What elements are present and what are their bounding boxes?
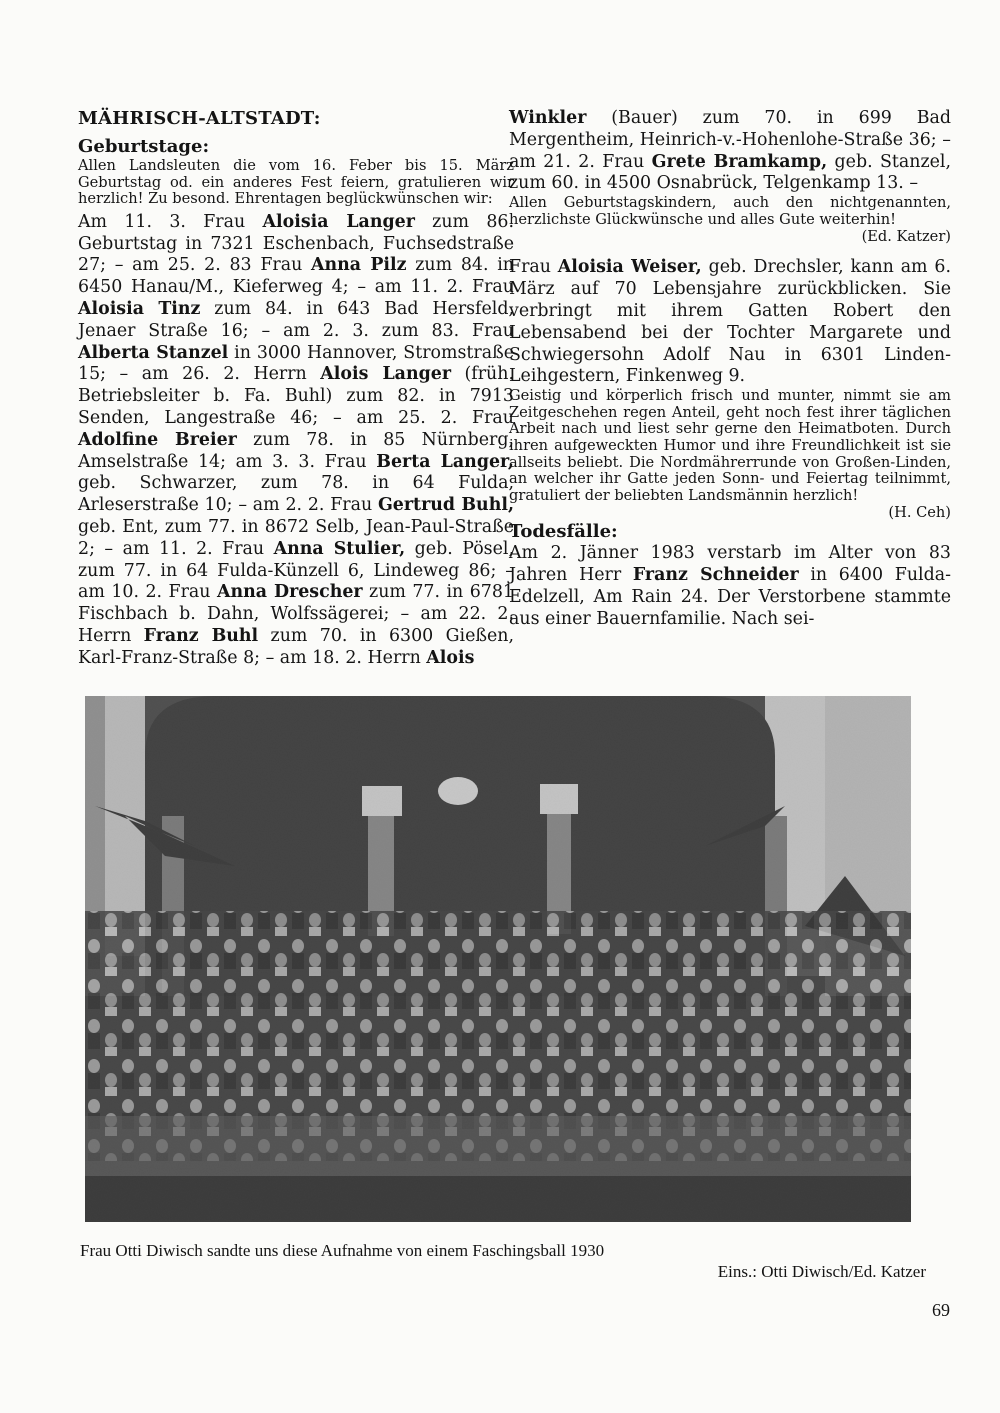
right-column (509, 108, 951, 631)
closing-wish: Allen Geburtstagskindern, auch den nichtgenannten, herzlichste Glückwünsche und alles Gute weiterhin! (509, 194, 951, 228)
photo-caption: Frau Otti Diwisch sandte uns diese Aufnahme von einem Faschingsball 1930 (80, 1241, 605, 1260)
person-name: Winkler (509, 108, 587, 128)
entry-text: zum 70. in 6300 Gießen, Karl-Franz-Straße 8; – am 18. 2. Herrn (78, 625, 514, 668)
person-name: Alois (426, 647, 475, 668)
person-name: Grete Bramkamp, (651, 151, 828, 172)
entry-text: (früh. Betriebsleiter b. Fa. Buhl) zum 82. in 7913 Senden, Langestraße 46; – am 25. 2. Frau (78, 364, 514, 428)
weiser-article (509, 257, 951, 388)
entry-text: Frau (509, 257, 558, 278)
entry-text: (Bauer) zum 70. in 699 Bad Mergentheim, Heinrich-v.-Hohenlohe-Straße 36; – am 21. 2. Frau (509, 108, 951, 172)
person-name: Alberta Stanzel (78, 342, 229, 363)
birthdays-continuation (509, 108, 951, 195)
entry-text: zum 84. in 6450 Hanau/M., Kieferweg 4; – am 11. 2. Frau (78, 255, 514, 298)
photo-credit: Eins.: Otti Diwisch/Ed. Katzer (717, 1262, 926, 1281)
entry-text: zum 78. in 85 Nürnberg, Amselstraße 14; am 3. 3. Frau (78, 429, 514, 472)
page-number: 69 (932, 1300, 950, 1320)
birthdays-heading: Geburtstage: (78, 136, 210, 157)
death-notice (509, 543, 951, 630)
entry-text: zum 84. in 643 Bad Hersfeld, Jenaer Straße 16; – am 2. 3. zum 83. Frau (78, 298, 515, 341)
entry-text: zum 77. in 6781 Fischbach b. Dahn, Wolfssägerei; – am 22. 2. Herrn (78, 582, 514, 646)
person-name: Berta Langer, (376, 451, 514, 472)
entry-text: Am 11. 3. Frau (78, 211, 263, 232)
entry-text: geb. Schwarzer, zum 78. in 64 Fulda, Arleserstraße 10; – am 2. 2. Frau (78, 473, 514, 516)
entry-text: geb. Pösel, zum 77. in 64 Fulda-Künzell 6, Lindeweg 86; – am 10. 2. Frau (78, 538, 514, 603)
photo-illustration (85, 696, 911, 1222)
person-name: Anna Stulier, (273, 538, 406, 559)
signature-katzer: (Ed. Katzer) (861, 228, 951, 246)
entry-text: in 6400 Fulda-Edelzell, Am Rain 24. Der Verstorbene stammte aus einer Bauernfamilie. Nach sei- (509, 565, 951, 629)
person-name: Aloisia Langer (262, 211, 415, 232)
section-title: MÄHRISCH-ALTSTADT: (78, 108, 321, 129)
entry-text: Am 2. Jänner 1983 verstarb im Alter von 83 Jahren Herr (509, 543, 951, 586)
person-name: Gertrud Buhl, (377, 495, 514, 516)
person-name: Anna Drescher (216, 582, 363, 603)
person-name: Franz Schneider (632, 565, 799, 586)
entry-text: geb. Ent, zum 77. in 8672 Selb, Jean-Paul-Straße 2; – am 11. 2. Frau (78, 516, 514, 559)
group-photo (85, 696, 911, 1222)
entry-text: in 3000 Hannover, Stromstraße 15; – am 26. 2. Herrn (78, 342, 514, 385)
left-column (78, 108, 514, 670)
person-name: Aloisia Tinz (78, 298, 201, 319)
film-grain (85, 696, 911, 1222)
weiser-detail: Geistig und körperlich frisch und munter, nimmt sie am Zeitgeschehen regen Anteil, geht noch fest ihrer täglichen Arbeit nach und liest sehr gerne den Heimatboten. Durch ihren aufgeweckten Humor und ihre Freundlichkeit ist sie allseits beliebt. Die Nordmährerrunde von Großen-Linden, an welcher ihr Gatte jeden Sonn- und Feiertag teilnimmt, gratuliert der beliebten Landsmännin herzlich! (509, 387, 951, 504)
deaths-heading: Todesfälle: (509, 521, 618, 543)
person-name: Adolfine Breier (78, 429, 237, 450)
entry-text: zum 86. Geburtstag in 7321 Eschenbach, Fuchsedstraße 27; – am 25. 2. 83 Frau (78, 211, 514, 276)
person-name: Alois Langer (320, 364, 451, 385)
person-name: Aloisia Weiser, (557, 257, 702, 278)
signature-ceh: (H. Ceh) (888, 504, 951, 522)
entry-text: geb. Drechsler, kann am 6. März auf 70 Lebensjahre zurückblicken. Sie verbringt mit ihrem Gatten Robert den Lebensabend bei der Tochter Margarete und Schwiegersohn Adolf Nau in 6301 Linden-Leihgestern, Finkenweg 9. (509, 257, 951, 387)
birthdays-list (78, 212, 514, 670)
person-name: Franz Buhl (143, 625, 259, 646)
birthdays-intro: Allen Landsleuten die vom 16. Feber bis 15. März Geburtstag od. ein anderes Fest feiern, gratulieren wir herzlich! Zu besond. Ehrentagen beglückwünschen wir: (78, 157, 514, 208)
entry-text: geb. Stanzel, zum 60. in 4500 Osnabrück, Telgenkamp 13. – (509, 151, 952, 194)
person-name: Anna Pilz (311, 255, 407, 276)
photo-caption-block (80, 1240, 926, 1282)
